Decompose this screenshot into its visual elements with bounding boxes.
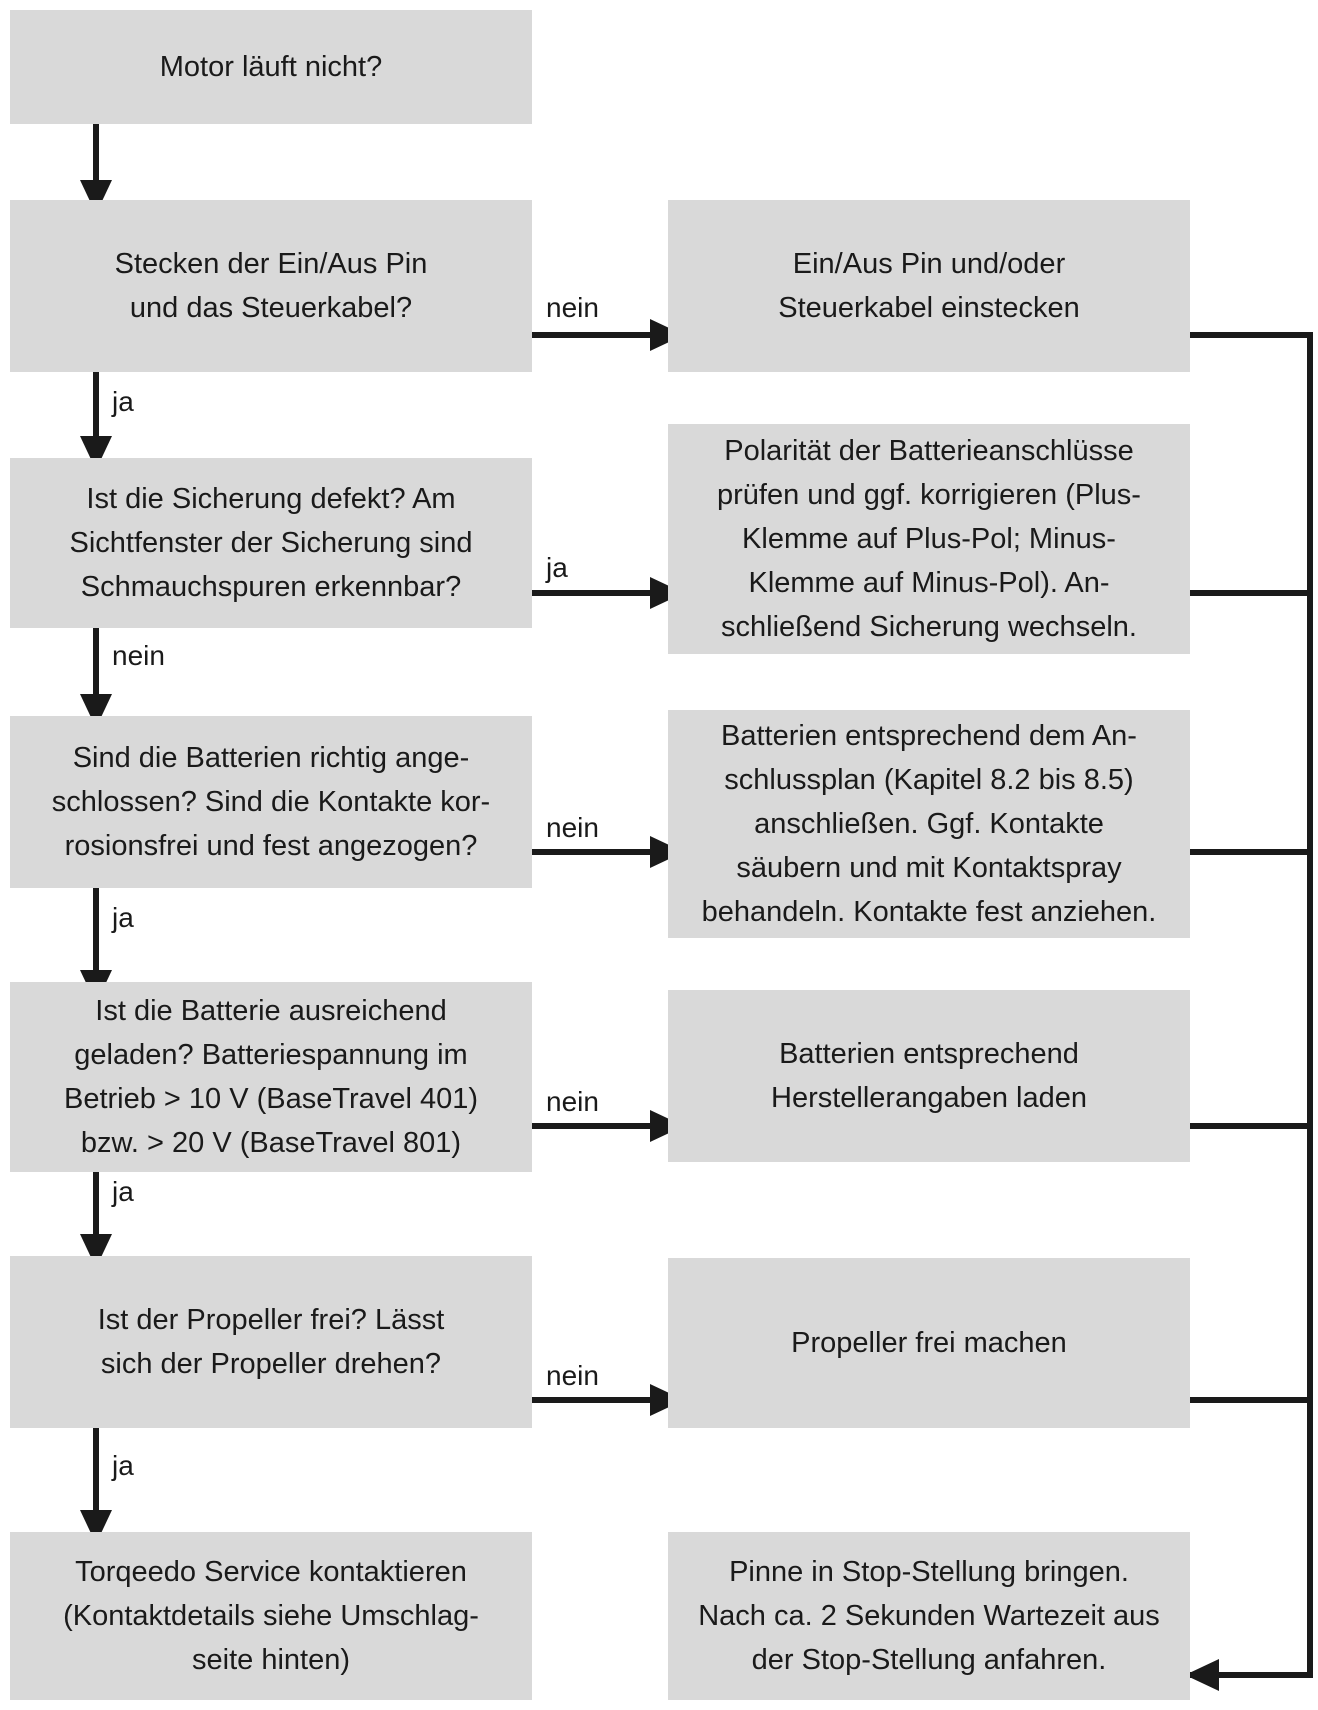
question-pin-and-cable: Stecken der Ein/Aus Pin und das Steuerkabel? (10, 200, 532, 372)
edge-label-down: ja (112, 1176, 134, 1207)
action-stop-position: Pinne in Stop-Stellung bringen. Nach ca. 2 Sekunden Wartezeit aus der Stop-Stellung anfahren. (668, 1532, 1190, 1700)
service-contact-box: Torqeedo Service kontaktieren (Kontaktdetails siehe Umschlag- seite hinten) (10, 1532, 532, 1700)
edge-label-right: nein (546, 1086, 599, 1117)
edge-label-right: ja (546, 552, 568, 583)
question-motor-not-running: Motor läuft nicht? (10, 10, 532, 124)
edge-label-right: nein (546, 812, 599, 843)
collector-line (1185, 332, 1310, 1675)
action-free-propeller: Propeller frei machen (668, 1258, 1190, 1428)
edge-label-down: nein (112, 640, 165, 671)
question-propeller-free: Ist der Propeller frei? Lässt sich der Propeller drehen? (10, 1256, 532, 1428)
edge-label-down: ja (112, 1450, 134, 1481)
action-insert-pin-cable: Ein/Aus Pin und/oder Steuerkabel einstecken (668, 200, 1190, 372)
question-battery-connection: Sind die Batterien richtig ange- schlossen? Sind die Kontakte kor- rosionsfrei und fest angezogen? (10, 716, 532, 888)
edge-label-right: nein (546, 1360, 599, 1391)
question-battery-charge: Ist die Batterie ausreichend geladen? Batteriespannung im Betrieb > 10 V (BaseTravel 401) bzw. > 20 V (BaseTravel 801) (10, 982, 532, 1172)
edge-label-down: ja (112, 902, 134, 933)
action-connect-batteries: Batterien entsprechend dem An- schlussplan (Kapitel 8.2 bis 8.5) anschließen. Ggf. Kontakte säubern und mit Kontaktspray behandeln. Kontakte fest anziehen. (668, 710, 1190, 938)
action-charge-batteries: Batterien entsprechend Herstellerangaben laden (668, 990, 1190, 1162)
edge-label-right: nein (546, 292, 599, 323)
edge-label-down: ja (112, 386, 134, 417)
question-fuse-defect: Ist die Sicherung defekt? Am Sichtfenster der Sicherung sind Schmauchspuren erkennbar? (10, 458, 532, 628)
action-check-polarity: Polarität der Batterieanschlüsse prüfen und ggf. korrigieren (Plus- Klemme auf Plus-Pol; Minus- Klemme auf Minus-Pol). An- schließend Sicherung wechseln. (668, 424, 1190, 654)
